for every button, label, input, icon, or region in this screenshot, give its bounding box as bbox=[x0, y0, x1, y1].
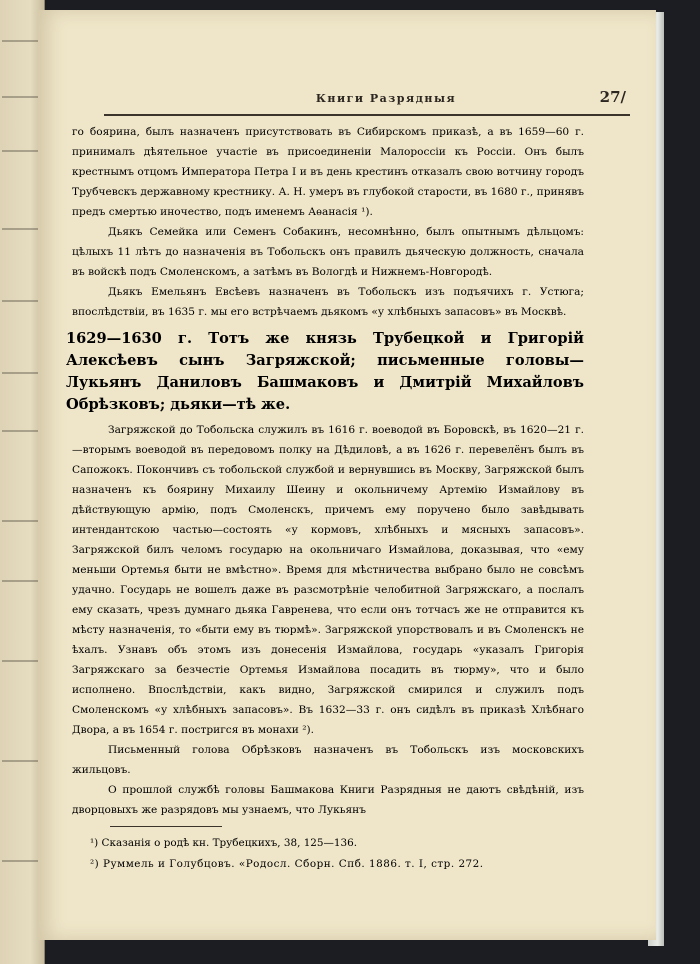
paragraph-6: О прошлой службѣ головы Башмакова Книги Разрядныя не даютъ свѣдѣній, изъ дворцовыхъ же разрядовъ мы узнаемъ, что Лукьянъ bbox=[72, 784, 584, 816]
page-body bbox=[66, 122, 584, 875]
running-header bbox=[106, 88, 626, 112]
footnote-2: ²) Руммель и Голубцовъ. «Родосл. Сборн. Спб. 1886. т. I, стр. 272. bbox=[90, 858, 484, 870]
footnote-1: ¹) Сказанія о родѣ кн. Трубецкихъ, 38, 125—136. bbox=[90, 837, 358, 849]
paragraph-3: Дьякъ Емельянъ Евсѣевъ назначенъ въ Тобольскъ изъ подъячихъ г. Устюга; впослѣдствіи, въ 1635 г. мы его встрѣчаемъ дьякомъ «у хлѣбныхъ запасовъ» въ Москвѣ. bbox=[72, 286, 584, 318]
header-rule bbox=[104, 114, 630, 116]
paragraph-1: го боярина, былъ назначенъ присутствовать въ Сибирскомъ приказѣ, а въ 1659—60 г. принималъ дѣятельное участіе въ присоединеніи Малороссіи къ Россіи. Онъ былъ крестнымъ отцомъ Императора Петра I и въ день крестинъ отказалъ свою вотчину городъ Трубчевскъ державному крестнику. А. Н. умеръ въ глубокой старости, въ 1680 г., принявъ предъ смертью иночество, подъ именемъ Аѳанасія ¹). bbox=[72, 126, 584, 218]
running-title: Книги Разрядныя bbox=[315, 92, 457, 105]
paragraph-5: Письменный голова Обрѣзковъ назначенъ въ Тобольскъ изъ московскихъ жильцовъ. bbox=[72, 744, 584, 776]
paragraph-2: Дьякъ Семейка или Семенъ Собакинъ, несомнѣнно, былъ опытнымъ дѣльцомъ: цѣлыхъ 11 лѣтъ до назначенія въ Тобольскъ онъ правилъ дьяческую должность, сначала въ войскѣ подъ Смоленскомъ, а затѣмъ въ Вологдѣ и Нижнемъ-Новгородѣ. bbox=[72, 226, 584, 278]
paragraph-4: Загряжской до Тобольска служилъ въ 1616 г. воеводой въ Боровскѣ, въ 1620—21 г.—вторымъ воеводой въ передовомъ полку на Дѣдиловѣ, а въ 1626 г. перевелёнъ былъ въ Сапожокъ. Покончивъ съ тобольской службой и вернувшись въ Москву, Загряжской былъ назначенъ къ боярину Михаилу Шеину и окольничему Артемію Измайлову въ дѣйствующую армію, подъ Смоленскъ, причемъ ему поручено было завѣдывать интендантскою частью—состоять «у кормовъ, хлѣбныхъ и мясныхъ запасовъ». Загряжской билъ челомъ государю на окольничаго Измайлова, доказывая, что «ему меньши Ортемья быти не вмѣстно». Время для мѣстничества выбрано было не совсѣмъ удачно. Государь не вошелъ даже въ разсмотрѣніе челобитной Загряжскаго, а послалъ ему сказать, чрезъ думнаго дьяка Гавренева, что если онъ тотчасъ же не отправится къ мѣсту назначенія, то «быти ему въ тюрмѣ». Загряжской упорствовалъ и въ Смоленскъ не ѣхалъ. Узнавъ объ этомъ изъ донесенія Измайлова, государь «указалъ Григорія Загряжскаго за безчестіе Ортемья Измайлова посадить въ тюрму», что и было исполнено. Впослѣдствіи, какъ видно, Загряжской смирился и служилъ подъ Смоленскомъ «у хлѣбныхъ запасовъ». Въ 1632—33 г. онъ сидѣлъ въ приказѣ Хлѣбнаго Двора, а въ 1654 г. постригся въ монахи ²). bbox=[72, 424, 584, 736]
footnote-rule bbox=[110, 826, 222, 827]
section-heading: 1629—1630 г. Тотъ же князь Трубецкой и Григорій Алексѣевъ сынъ Загряжской; письменные головы—Лукьянъ Даниловъ Башмаковъ и Дмитрій Михайловъ Обрѣзковъ; дьяки—тѣ же. bbox=[66, 330, 584, 413]
page-number: 27/ bbox=[599, 88, 626, 106]
